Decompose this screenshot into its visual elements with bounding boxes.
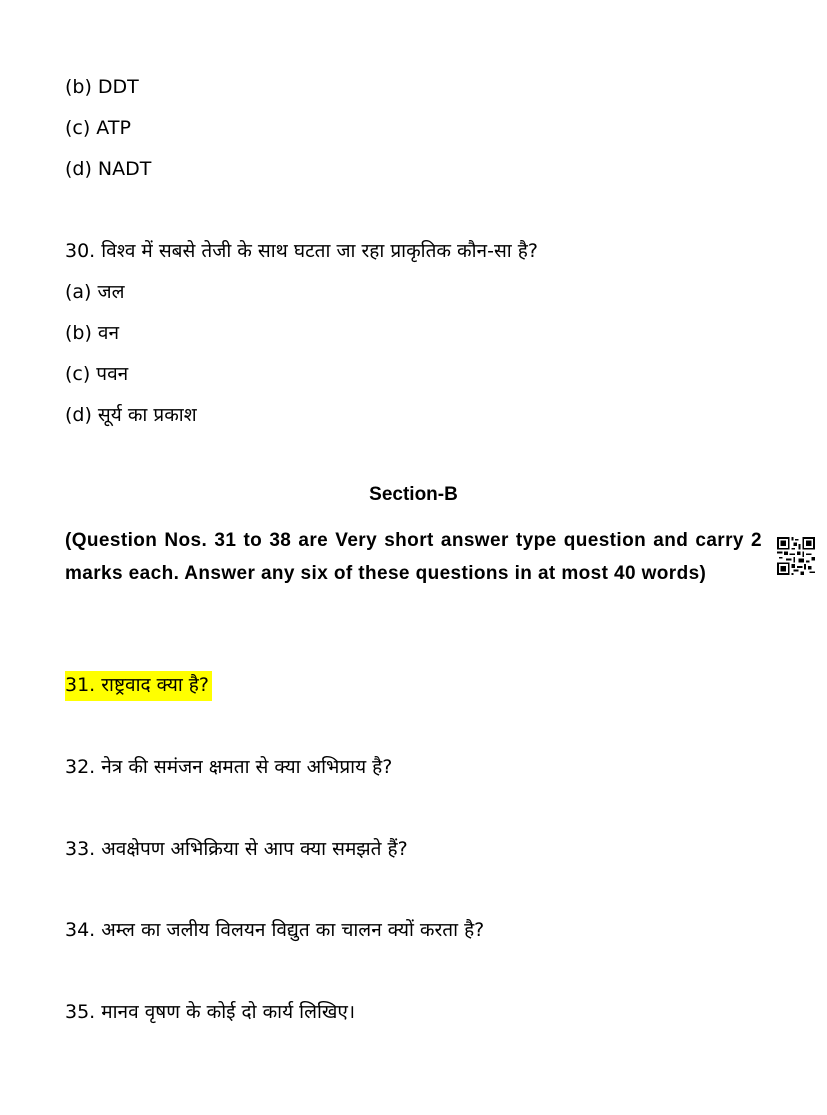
question-35: 35. मानव वृषण के कोई दो कार्य लिखिए। — [65, 1001, 356, 1023]
question-32: 32. नेत्र की समंजन क्षमता से क्या अभिप्राय है? — [65, 756, 393, 778]
q30-option-a: (a) जल — [65, 281, 125, 303]
section-title: Section-B — [369, 484, 458, 505]
q30-option-b: (b) वन — [65, 322, 120, 344]
qr-code-icon — [777, 536, 815, 576]
q29-option-c: (c) ATP — [65, 117, 131, 139]
question-34: 34. अम्ल का जलीय विलयन विद्युत का चालन क्यों करता है? — [65, 919, 485, 941]
q29-option-b: (b) DDT — [65, 76, 139, 98]
q30-option-c: (c) पवन — [65, 363, 129, 385]
question-31 — [65, 672, 212, 698]
q30-option-d: (d) सूर्य का प्रकाश — [65, 404, 197, 426]
section-instructions: (Question Nos. 31 to 38 are Very short answer type question and carry 2 marks each. Answer any six of these questions in at most 40 words) — [65, 530, 762, 584]
q30-question: 30. विश्व में सबसे तेजी के साथ घटता जा रहा प्राकृतिक कौन-सा है? — [65, 240, 538, 262]
q29-option-d: (d) NADT — [65, 158, 152, 180]
question-33: 33. अवक्षेपण अभिक्रिया से आप क्या समझते हैं? — [65, 838, 408, 860]
highlighted-question: 31. राष्ट्रवाद क्या है? — [65, 671, 212, 701]
